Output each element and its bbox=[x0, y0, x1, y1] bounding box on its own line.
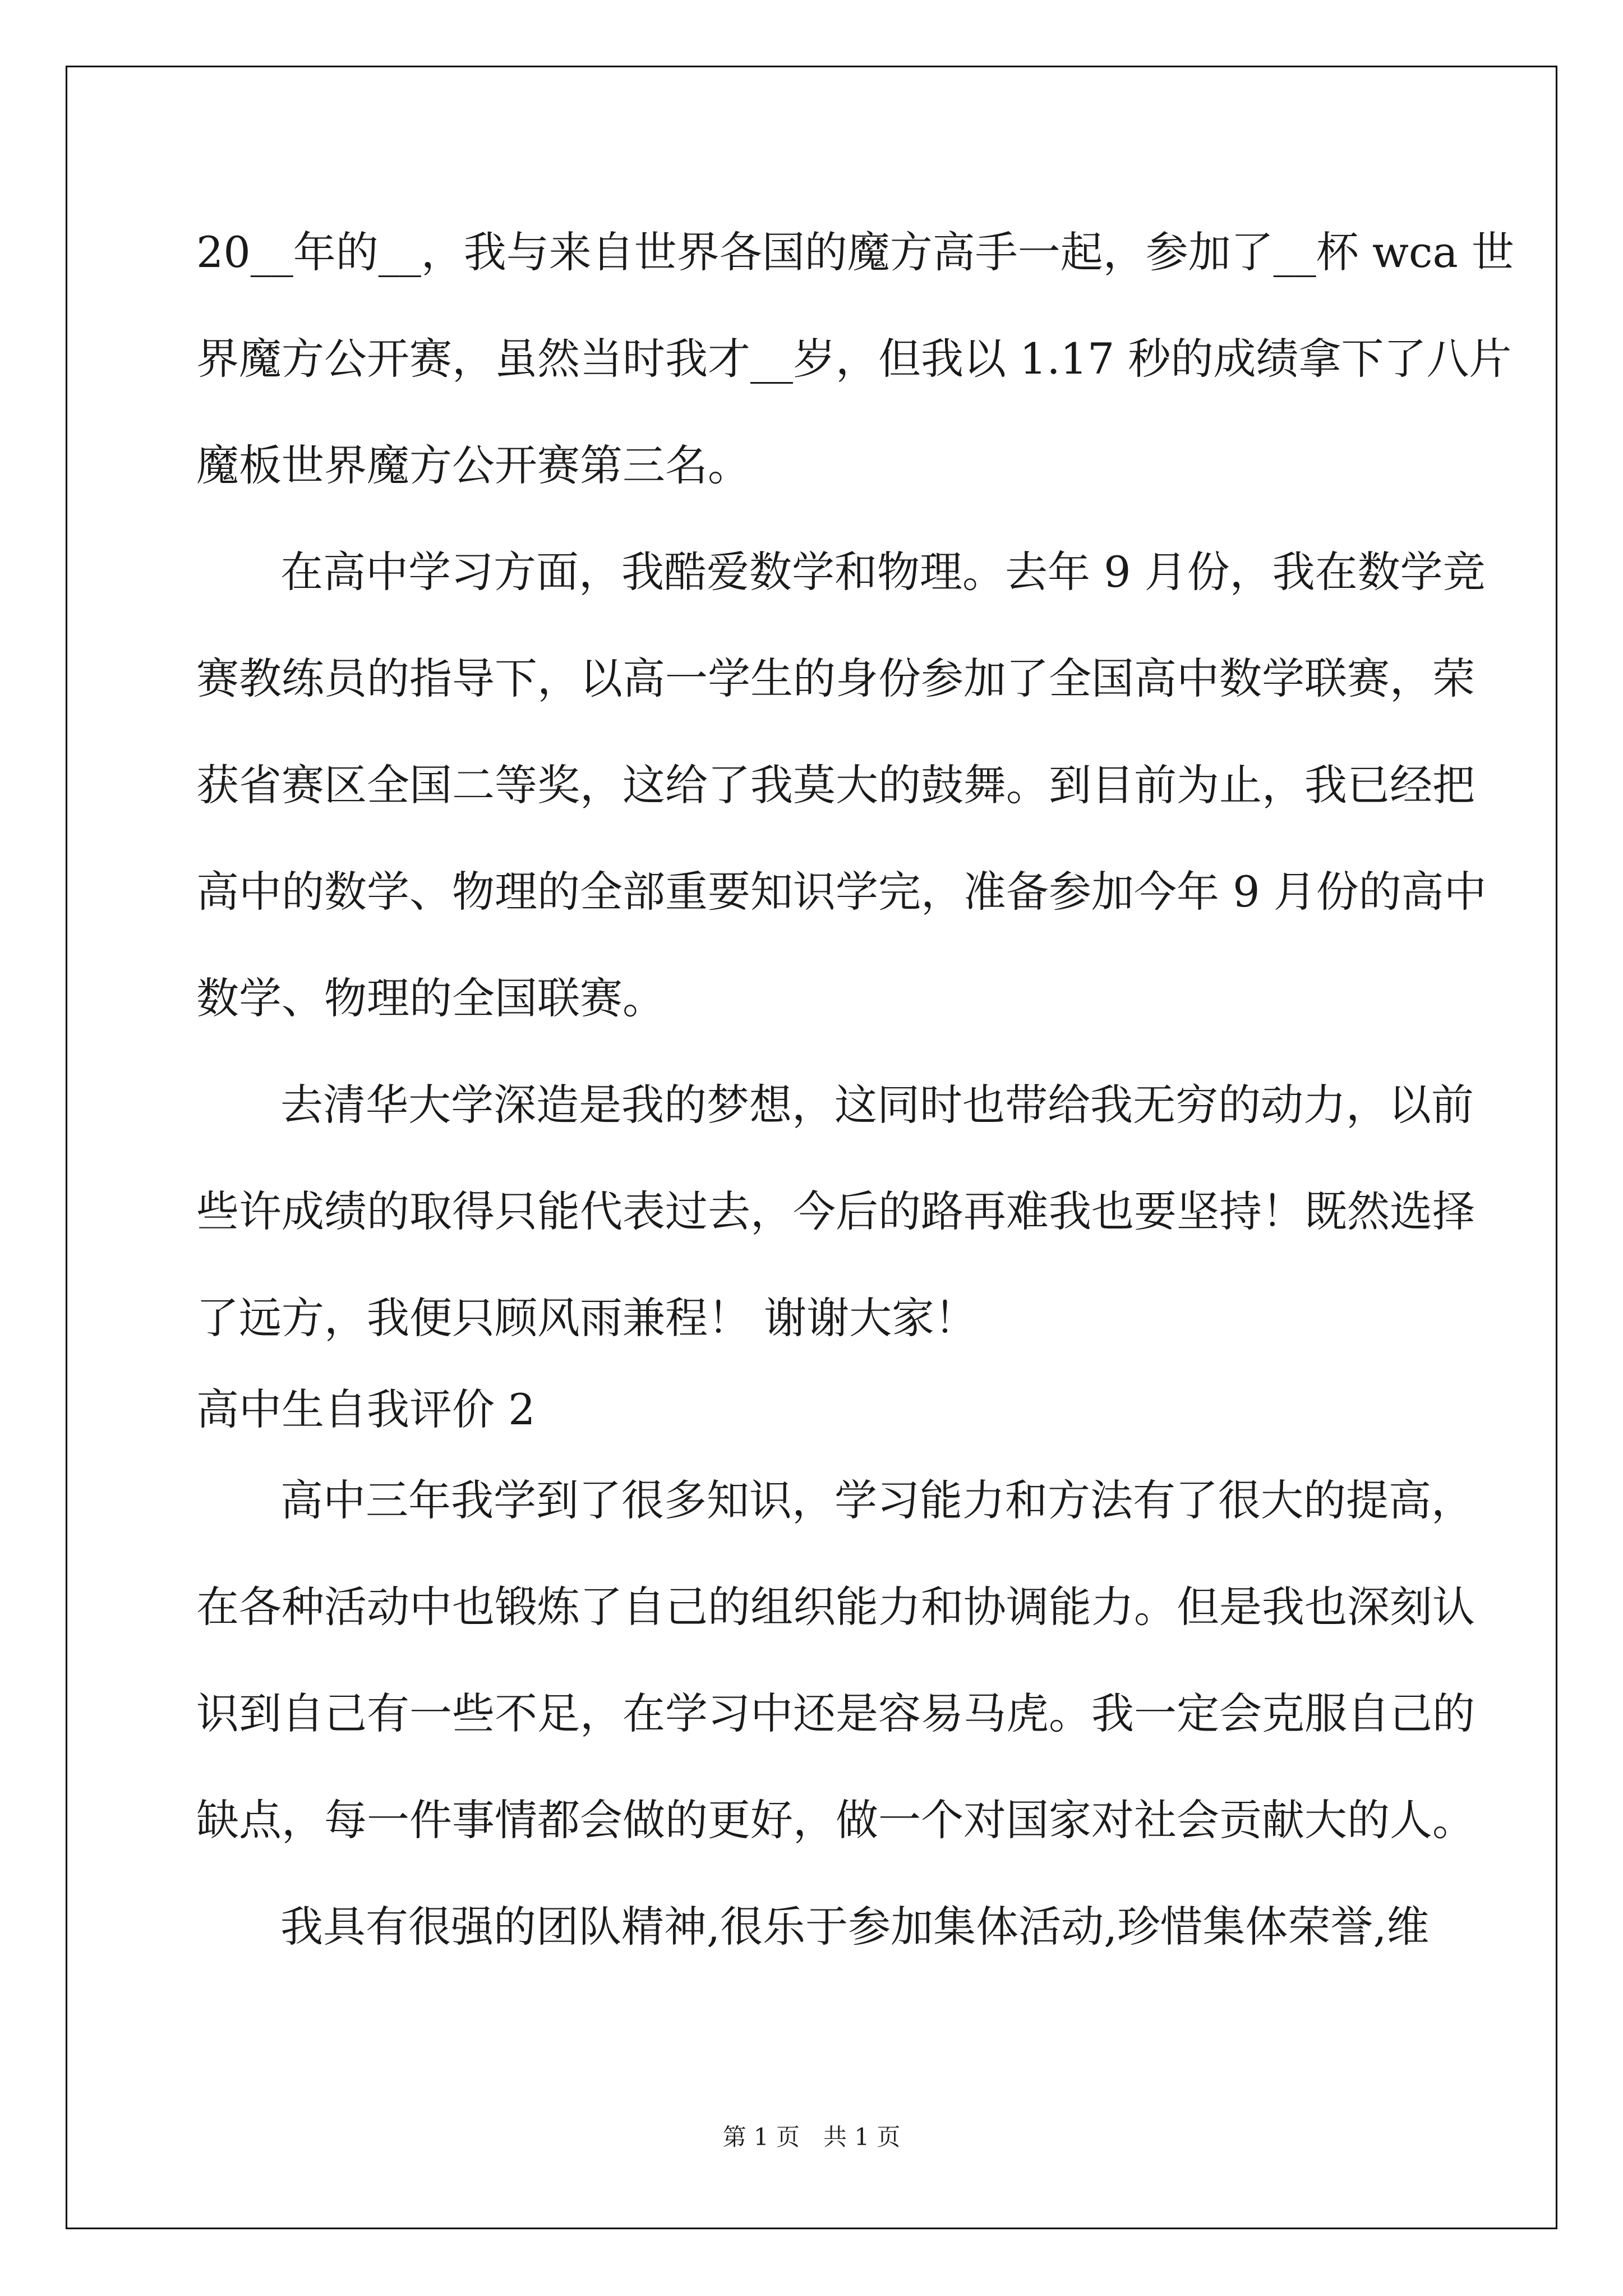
paragraph-line: 界魔方公开赛，虽然当时我才__岁，但我以 1.17 秒的成绩拿下了八片 bbox=[196, 334, 1512, 384]
paragraph-line: 赛教练员的指导下，以高一学生的身份参加了全国高中数学联赛，荣 bbox=[196, 654, 1475, 703]
section-heading: 高中生自我评价 2 bbox=[196, 1384, 536, 1434]
paragraph-line: 在各种活动中也锻炼了自己的组织能力和协调能力。但是我也深刻认 bbox=[196, 1582, 1475, 1632]
paragraph-line: 20__年的__，我与来自世界各国的魔方高手一起，参加了__杯 wca 世 bbox=[196, 227, 1514, 277]
paragraph-line: 去清华大学深造是我的梦想，这同时也带给我无穷的动力，以前 bbox=[280, 1080, 1474, 1130]
paragraph-line: 缺点，每一件事情都会做的更好，做一个对国家对社会贡献大的人。 bbox=[196, 1795, 1475, 1845]
paragraph-line: 魔板世界魔方公开赛第三名。 bbox=[196, 440, 750, 490]
paragraph-line: 了远方，我便只顾风雨兼程！ 谢谢大家！ bbox=[196, 1293, 978, 1343]
paragraph-line: 数学、物理的全国联赛。 bbox=[196, 973, 665, 1023]
paragraph-line: 我具有很强的团队精神,很乐于参加集体活动,珍惜集体荣誉,维 bbox=[280, 1902, 1430, 1952]
paragraph-line: 在高中学习方面，我酷爱数学和物理。去年 9 月份，我在数学竞 bbox=[280, 547, 1486, 597]
paragraph-line: 获省赛区全国二等奖，这给了我莫大的鼓舞。到目前为止，我已经把 bbox=[196, 760, 1475, 810]
paragraph-line: 识到自己有一些不足，在学习中还是容易马虎。我一定会克服自己的 bbox=[196, 1688, 1475, 1738]
paragraph-line: 高中的数学、物理的全部重要知识学完，准备参加今年 9 月份的高中 bbox=[196, 867, 1487, 917]
paragraph-line: 些许成绩的取得只能代表过去，今后的路再难我也要坚持！既然选择 bbox=[196, 1186, 1475, 1236]
paragraph-line: 高中三年我学到了很多知识，学习能力和方法有了很大的提高， bbox=[280, 1475, 1474, 1525]
page-number-footer: 第 1 页 共 1 页 bbox=[722, 2123, 901, 2151]
